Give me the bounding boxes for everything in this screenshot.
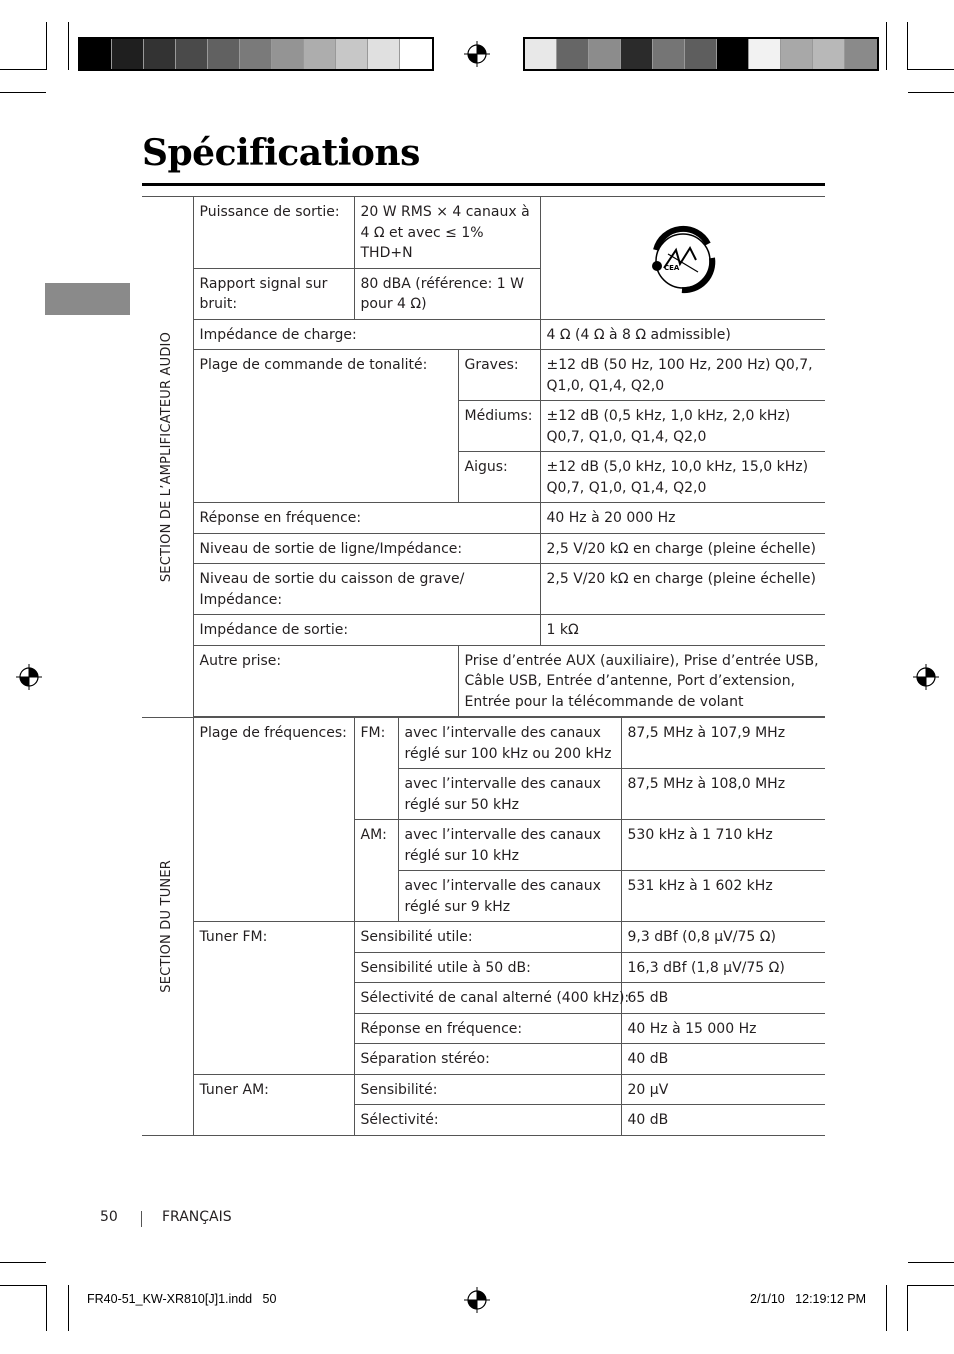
color-swatch bbox=[717, 39, 749, 69]
spec-value: 16,3 dBf (1,8 μV/75 Ω) bbox=[621, 952, 825, 983]
spec-label: Puissance de sortie: bbox=[193, 197, 354, 269]
spec-value: ±12 dB (50 Hz, 100 Hz, 200 Hz) Q0,7, Q1,0, Q1,4, Q2,0 bbox=[540, 350, 825, 401]
spec-label: Sélectivité de canal alterné (400 kHz): bbox=[354, 983, 621, 1014]
spec-value: 2,5 V/20 kΩ en charge (pleine échelle) bbox=[540, 564, 825, 615]
spec-value: 9,3 dBf (0,8 μV/75 Ω) bbox=[621, 922, 825, 953]
svg-text:CEA: CEA bbox=[663, 264, 680, 273]
spec-label: Sensibilité utile: bbox=[354, 922, 621, 953]
spec-value: 80 dBA (référence: 1 W pour 4 Ω) bbox=[354, 268, 540, 319]
title-rule bbox=[142, 183, 825, 186]
spec-value: 40 Hz à 15 000 Hz bbox=[621, 1013, 825, 1044]
crop-mark bbox=[46, 22, 47, 70]
spec-sublabel: AM: bbox=[354, 820, 398, 922]
crop-mark bbox=[0, 1262, 46, 1263]
cea-compliant-logo-icon bbox=[642, 220, 724, 302]
spec-value: Prise d’entrée AUX (auxiliaire), Prise d’entrée USB, Câble USB, Entrée d’antenne, Port d’extension, Entrée pour la télécommande de volant bbox=[458, 645, 825, 717]
spec-value: 40 Hz à 20 000 Hz bbox=[540, 503, 825, 534]
color-swatch bbox=[813, 39, 845, 69]
color-swatch bbox=[368, 39, 400, 69]
spec-condition: avec l’intervalle des canaux réglé sur 50 kHz bbox=[398, 769, 621, 820]
section-label-amp: SECTION DE L’AMPLIFICATEUR AUDIO bbox=[142, 197, 193, 718]
spec-label: Tuner AM: bbox=[193, 1074, 354, 1135]
spec-condition: avec l’intervalle des canaux réglé sur 100 kHz ou 200 kHz bbox=[398, 718, 621, 769]
color-swatch bbox=[304, 39, 336, 69]
spec-value: 40 dB bbox=[621, 1105, 825, 1136]
spec-label: Plage de commande de tonalité: bbox=[193, 350, 458, 503]
date-slug: 2/1/10 12:19:12 PM bbox=[750, 1292, 867, 1306]
crop-mark bbox=[886, 1285, 887, 1331]
color-swatch bbox=[653, 39, 685, 69]
registration-mark-icon bbox=[464, 1287, 490, 1313]
color-swatch bbox=[144, 39, 176, 69]
color-swatch bbox=[272, 39, 304, 69]
cea-logo-cell bbox=[540, 197, 825, 320]
footer-divider bbox=[141, 1211, 142, 1227]
spec-label: Impédance de sortie: bbox=[193, 615, 540, 646]
spec-label: Niveau de sortie de ligne/Impédance: bbox=[193, 533, 540, 564]
spec-value: 20 W RMS × 4 canaux à 4 Ω et avec ≤ 1% THD+N bbox=[354, 197, 540, 269]
color-swatch bbox=[336, 39, 368, 69]
crop-mark bbox=[0, 1285, 46, 1286]
spec-value: 40 dB bbox=[621, 1044, 825, 1075]
spec-label: Tuner FM: bbox=[193, 922, 354, 1075]
color-swatch bbox=[621, 39, 653, 69]
color-bar-right bbox=[523, 37, 879, 71]
spec-condition: avec l’intervalle des canaux réglé sur 10 kHz bbox=[398, 820, 621, 871]
color-swatch bbox=[208, 39, 240, 69]
crop-mark bbox=[907, 22, 908, 70]
spec-label: Autre prise: bbox=[193, 645, 458, 717]
spec-value: ±12 dB (5,0 kHz, 10,0 kHz, 15,0 kHz) Q0,7, Q1,0, Q1,4, Q2,0 bbox=[540, 452, 825, 503]
section-label-tuner: SECTION DU TUNER bbox=[142, 718, 193, 1136]
spec-label: Sélectivité: bbox=[354, 1105, 621, 1136]
spec-value: 4 Ω (4 Ω à 8 Ω admissible) bbox=[540, 319, 825, 350]
spec-value: 65 dB bbox=[621, 983, 825, 1014]
crop-mark bbox=[68, 22, 69, 70]
crop-mark bbox=[908, 69, 954, 70]
spec-sublabel: Graves: bbox=[458, 350, 540, 401]
language-tab bbox=[45, 283, 130, 315]
color-swatch bbox=[685, 39, 717, 69]
spec-label: Sensibilité utile à 50 dB: bbox=[354, 952, 621, 983]
spec-label: Séparation stéréo: bbox=[354, 1044, 621, 1075]
spec-sublabel: Médiums: bbox=[458, 401, 540, 452]
color-swatch bbox=[557, 39, 589, 69]
page-title: Spécifications bbox=[142, 132, 420, 174]
spec-value: 1 kΩ bbox=[540, 615, 825, 646]
crop-mark bbox=[908, 92, 954, 93]
spec-value: 531 kHz à 1 602 kHz bbox=[621, 871, 825, 922]
crop-mark bbox=[46, 1285, 47, 1331]
spec-label: Plage de fréquences: bbox=[193, 718, 354, 922]
spec-label: Rapport signal sur bruit: bbox=[193, 268, 354, 319]
color-swatch bbox=[112, 39, 144, 69]
spec-condition: avec l’intervalle des canaux réglé sur 9 kHz bbox=[398, 871, 621, 922]
crop-mark bbox=[0, 92, 46, 93]
footer-language: FRANÇAIS bbox=[162, 1209, 232, 1225]
spec-sublabel: FM: bbox=[354, 718, 398, 820]
color-bar-left bbox=[78, 37, 434, 71]
registration-mark-icon bbox=[16, 664, 42, 690]
color-swatch bbox=[749, 39, 781, 69]
crop-mark bbox=[907, 1285, 908, 1331]
registration-mark-icon bbox=[913, 664, 939, 690]
spec-label: Réponse en fréquence: bbox=[193, 503, 540, 534]
spec-label: Impédance de charge: bbox=[193, 319, 540, 350]
spec-value: 87,5 MHz à 107,9 MHz bbox=[621, 718, 825, 769]
spec-sublabel: Aigus: bbox=[458, 452, 540, 503]
spec-value: 530 kHz à 1 710 kHz bbox=[621, 820, 825, 871]
registration-mark-icon bbox=[464, 41, 490, 67]
spec-label: Sensibilité: bbox=[354, 1074, 621, 1105]
spec-value: 2,5 V/20 kΩ en charge (pleine échelle) bbox=[540, 533, 825, 564]
file-slug: FR40-51_KW-XR810[J]1.indd 50 bbox=[87, 1292, 277, 1306]
crop-mark bbox=[0, 69, 46, 70]
crop-mark bbox=[886, 22, 887, 70]
color-swatch bbox=[525, 39, 557, 69]
color-swatch bbox=[400, 39, 432, 69]
spec-value: ±12 dB (0,5 kHz, 1,0 kHz, 2,0 kHz) Q0,7, Q1,0, Q1,4, Q2,0 bbox=[540, 401, 825, 452]
color-swatch bbox=[176, 39, 208, 69]
crop-mark bbox=[68, 1285, 69, 1331]
spec-table bbox=[142, 196, 825, 1136]
spec-value: 87,5 MHz à 108,0 MHz bbox=[621, 769, 825, 820]
crop-mark bbox=[908, 1262, 954, 1263]
color-swatch bbox=[240, 39, 272, 69]
color-swatch bbox=[589, 39, 621, 69]
spec-label: Réponse en fréquence: bbox=[354, 1013, 621, 1044]
spec-value: 20 μV bbox=[621, 1074, 825, 1105]
color-swatch bbox=[781, 39, 813, 69]
color-swatch bbox=[80, 39, 112, 69]
spec-label: Niveau de sortie du caisson de grave/ Impédance: bbox=[193, 564, 540, 615]
page-number: 50 bbox=[100, 1209, 118, 1225]
crop-mark bbox=[908, 1285, 954, 1286]
color-swatch bbox=[845, 39, 877, 69]
